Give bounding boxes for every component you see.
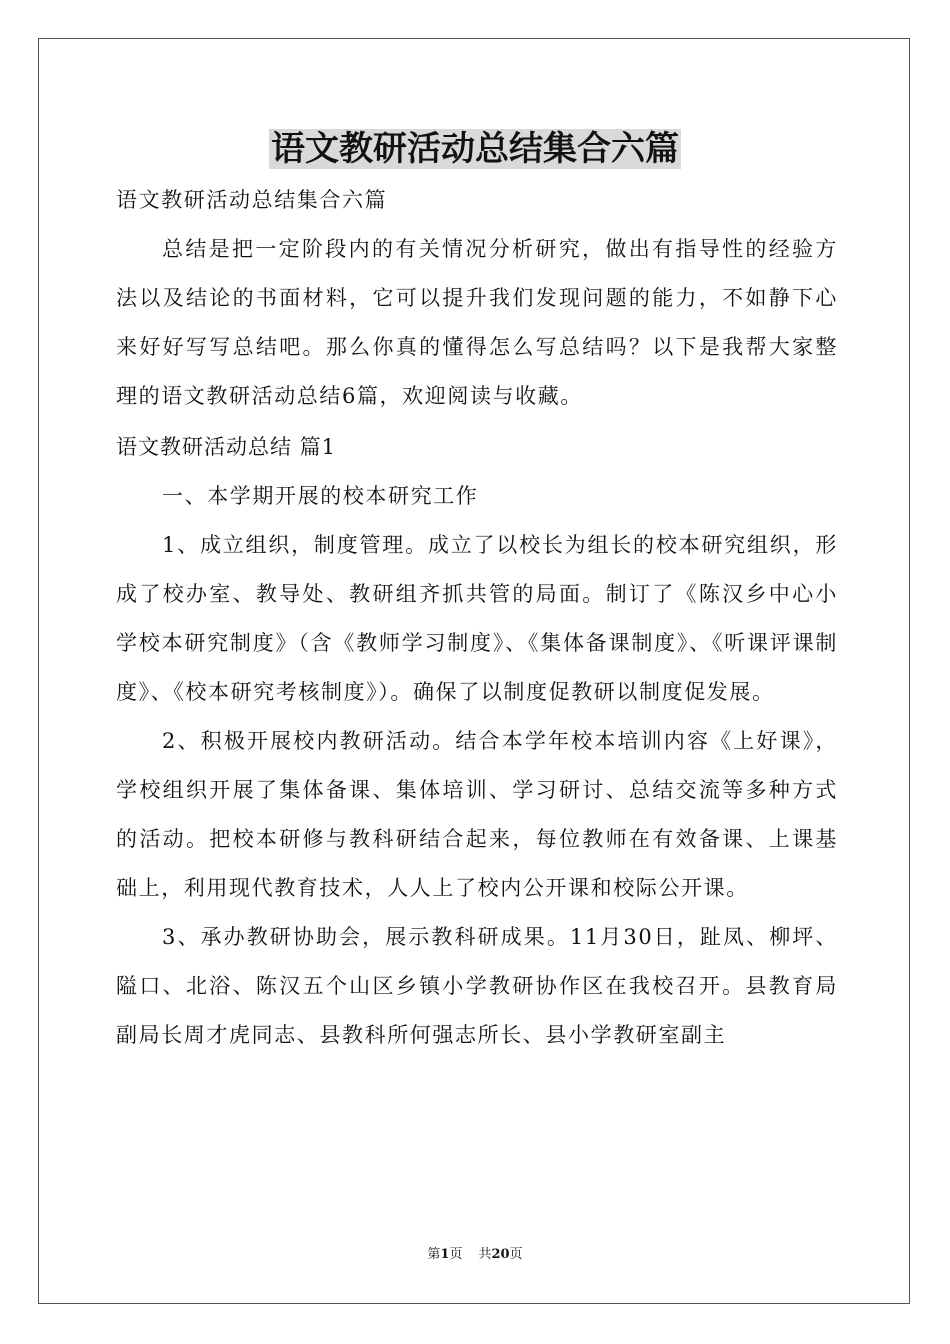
page-number: 1 <box>440 1247 450 1262</box>
page-prefix: 第 <box>427 1247 441 1262</box>
subtitle-paragraph: 语文教研活动总结集合六篇 <box>116 188 388 212</box>
intro-paragraph: 总结是把一定阶段内的有关情况分析研究，做出有指导性的经验方法以及结论的书面材料，它可以提升我们发现问题的能力，不如静下心来好好写写总结吧。那么你真的懂得怎么写总结吗？以下是我帮大家整理的语文教研活动总结6篇，欢迎阅读与收藏。 <box>116 237 838 408</box>
total-pages: 20 <box>491 1247 510 1262</box>
total-suffix: 页 <box>509 1247 523 1262</box>
page-footer <box>0 1246 950 1264</box>
subsection-heading: 一、本学期开展的校本研究工作 <box>162 484 479 508</box>
section-heading: 语文教研活动总结 篇1 <box>116 435 337 459</box>
page-suffix: 页 <box>449 1247 463 1262</box>
body-paragraph-1: 1、成立组织，制度管理。成立了以校长为组长的校本研究组织，形成了校办室、教导处、教研组齐抓共管的局面。制订了《陈汉乡中心小学校本研究制度》（含《教师学习制度》、《集体备课制度》、《听课评课制度》、《校本研究考核制度》）。确保了以制度促教研以制度促发展。 <box>116 533 838 704</box>
document-title <box>0 126 950 172</box>
document-body <box>116 176 838 1060</box>
total-prefix: 共 <box>478 1247 492 1262</box>
body-paragraph-3: 3、承办教研协助会，展示教科研成果。11月30日，趾凤、柳坪、隘口、北浴、陈汉五个山区乡镇小学教研协作区在我校召开。县教育局副局长周才虎同志、县教科所何强志所长、县小学教研室副主 <box>116 925 838 1047</box>
body-paragraph-2: 2、积极开展校内教研活动。结合本学年校本培训内容《上好课》，学校组织开展了集体备课、集体培训、学习研讨、总结交流等多种方式的活动。把校本研修与教科研结合起来，每位教师在有效备课、上课基础上，利用现代教育技术，人人上了校内公开课和校际公开课。 <box>116 729 838 900</box>
document-title-text: 语文教研活动总结集合六篇 <box>271 129 679 169</box>
